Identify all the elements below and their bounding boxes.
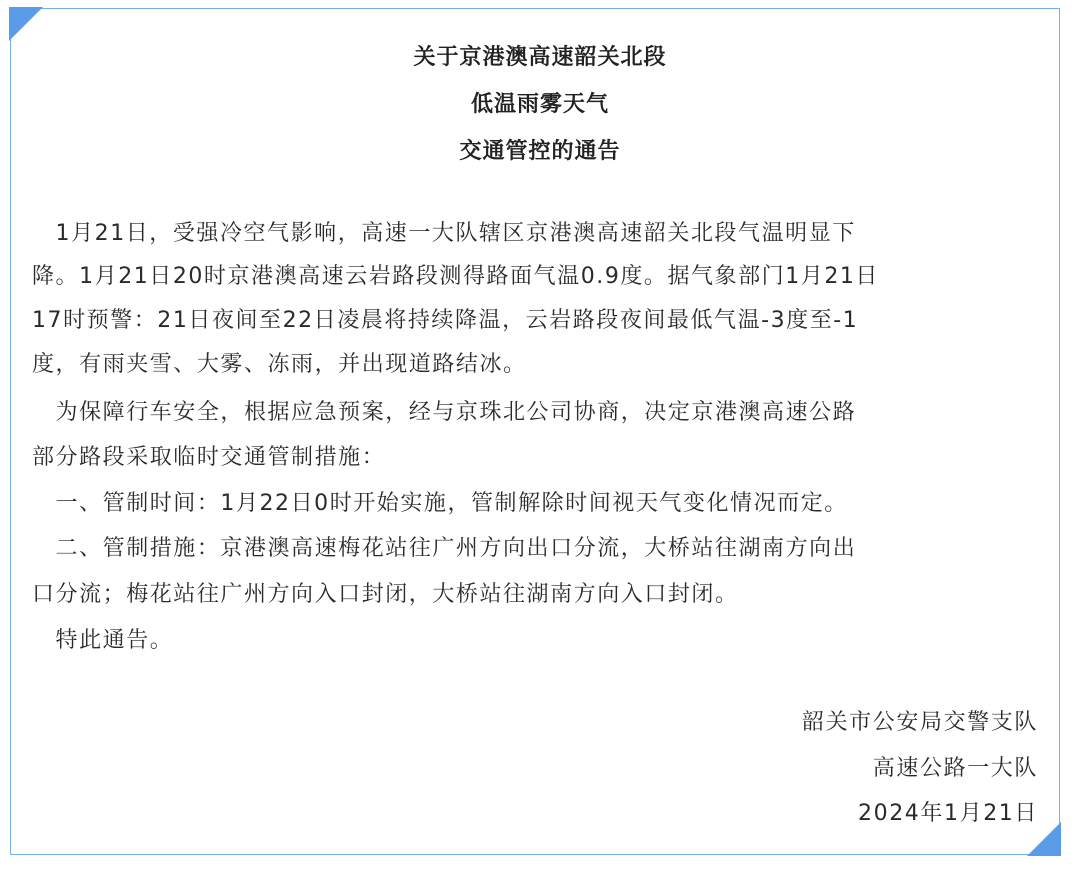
title-line-3: 交通管控的通告 xyxy=(459,139,621,164)
body-line: 17时预警：21日夜间至22日凌晨将持续降温，云岩路段夜间最低气温-3度至-1 xyxy=(32,308,859,333)
body-line: 一、管制时间：1月22日0时开始实施，管制解除时间视天气变化情况而定。 xyxy=(32,491,848,516)
body-line: 降。1月21日20时京港澳高速云岩路段测得路面气温0.9度。据气象部门1月21日 xyxy=(32,264,879,289)
body-line: 部分路段采取临时交通管制措施： xyxy=(32,445,386,470)
signature-org-1: 韶关市公安局交警支队 xyxy=(801,710,1038,735)
body-line: 口分流；梅花站往广州方向入口封闭，大桥站往湖南方向入口封闭。 xyxy=(32,582,739,607)
corner-decoration-top-left xyxy=(9,7,43,41)
title-line-2: 低温雨雾天气 xyxy=(470,92,609,117)
corner-decoration-bottom-right xyxy=(1027,822,1061,856)
body-line: 为保障行车安全，根据应急预案，经与京珠北公司协商，决定京港澳高速公路 xyxy=(32,400,857,425)
signature-date: 2024年1月21日 xyxy=(858,801,1038,826)
signature-org-2: 高速公路一大队 xyxy=(872,756,1038,781)
body-line: 二、管制措施：京港澳高速梅花站往广州方向出口分流，大桥站往湖南方向出 xyxy=(32,536,857,561)
body-line: 1月21日，受强冷空气影响，高速一大队辖区京港澳高速韶关北段气温明显下 xyxy=(32,221,856,246)
body-line: 特此通告。 xyxy=(32,628,174,653)
body-line: 度，有雨夹雪、大雾、冻雨，并出现道路结冰。 xyxy=(32,352,527,377)
title-line-1: 关于京港澳高速韶关北段 xyxy=(413,45,667,70)
